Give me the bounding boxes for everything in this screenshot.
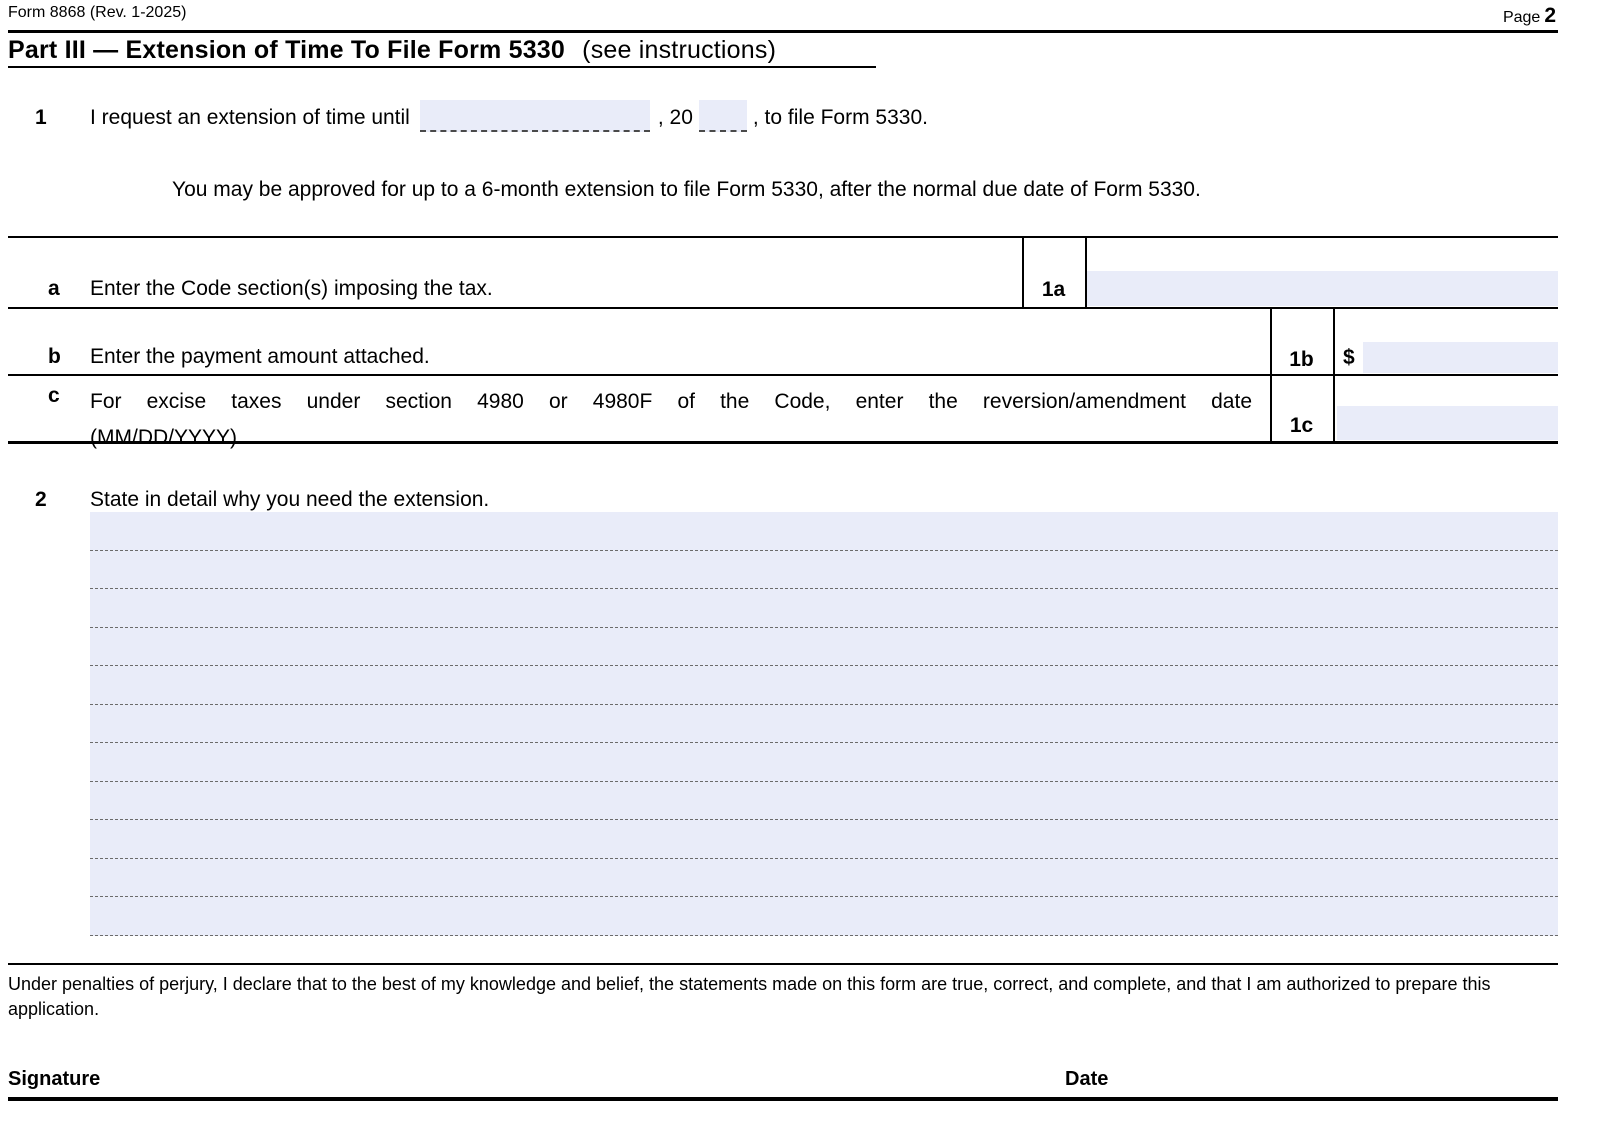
row-b-letter: b — [48, 345, 61, 368]
ruled-line — [90, 705, 1558, 744]
perjury-declaration: Under penalties of perjury, I declare that to the best of my knowledge and belief, the statements made on this form are true, correct, and complete, and that I am authorized to prepare this application. — [8, 974, 1491, 1019]
line-1-note: You may be approved for up to a 6-month extension to file Form 5330, after the normal due date of Form 5330. — [172, 178, 1201, 201]
cell-1c-label: 1c — [1289, 414, 1314, 437]
ruled-line — [90, 743, 1558, 782]
header-rule — [8, 30, 1558, 33]
signature-label: Signature — [8, 1068, 101, 1090]
row-c-letter: c — [48, 384, 60, 407]
line-1 — [90, 100, 928, 132]
heading-rule — [8, 66, 876, 68]
table-rule-under-b — [8, 374, 1558, 376]
page-label: Page — [1502, 9, 1541, 26]
row-c-label — [90, 384, 1252, 456]
extension-reason-textarea[interactable] — [90, 512, 1558, 936]
line-1-text-after: , to file Form 5330. — [752, 106, 928, 129]
row-c-label-line1: For excise taxes under section 4980 or 4980F of the Code, enter the reversion/amendment date — [90, 390, 1252, 413]
reversion-date-input[interactable] — [1337, 406, 1558, 440]
ruled-line — [90, 820, 1558, 859]
cell-1a-label: 1a — [1041, 278, 1066, 301]
extension-year-input[interactable] — [699, 100, 747, 132]
code-section-input[interactable] — [1087, 271, 1558, 306]
line-1-text-mid: , 20 — [657, 106, 693, 129]
part-iii-title: Part III — Extension of Time To File Form 5330 — [8, 36, 566, 64]
ruled-line — [90, 512, 1558, 551]
extension-date-input[interactable] — [420, 100, 650, 132]
cell-1b-1c-right-rule — [1333, 307, 1335, 443]
part-iii-note: (see instructions) — [582, 36, 777, 64]
payment-amount-input[interactable] — [1363, 342, 1558, 373]
declaration-rule — [8, 963, 1558, 965]
page-number: 2 — [1544, 4, 1556, 27]
ruled-line — [90, 897, 1558, 936]
ruled-line — [90, 628, 1558, 667]
ruled-line — [90, 589, 1558, 628]
row-c-label-line2: (MM/DD/YYYY). — [90, 426, 243, 449]
ruled-line — [90, 859, 1558, 898]
footer-rule — [8, 1097, 1558, 1101]
table-rule-top — [8, 236, 1558, 238]
ruled-line — [90, 551, 1558, 590]
cell-1b-label: 1b — [1289, 348, 1314, 371]
dollar-sign: $ — [1343, 346, 1355, 369]
row-a-label: Enter the Code section(s) imposing the tax. — [90, 277, 493, 300]
line-2-label: State in detail why you need the extension. — [90, 488, 490, 511]
date-label: Date — [1065, 1068, 1109, 1090]
form-id: Form 8868 (Rev. 1-2025) — [8, 4, 187, 21]
ruled-line — [90, 666, 1558, 705]
line-2-number: 2 — [35, 488, 47, 511]
row-a-letter: a — [48, 277, 60, 300]
line-1-text-before: I request an extension of time until — [90, 106, 410, 129]
part-iii-heading — [8, 36, 776, 65]
page-indicator — [1503, 4, 1556, 28]
row-b-label: Enter the payment amount attached. — [90, 345, 430, 368]
ruled-line — [90, 782, 1558, 821]
table-rule-under-a — [8, 307, 1558, 309]
line-1-number: 1 — [35, 106, 47, 129]
